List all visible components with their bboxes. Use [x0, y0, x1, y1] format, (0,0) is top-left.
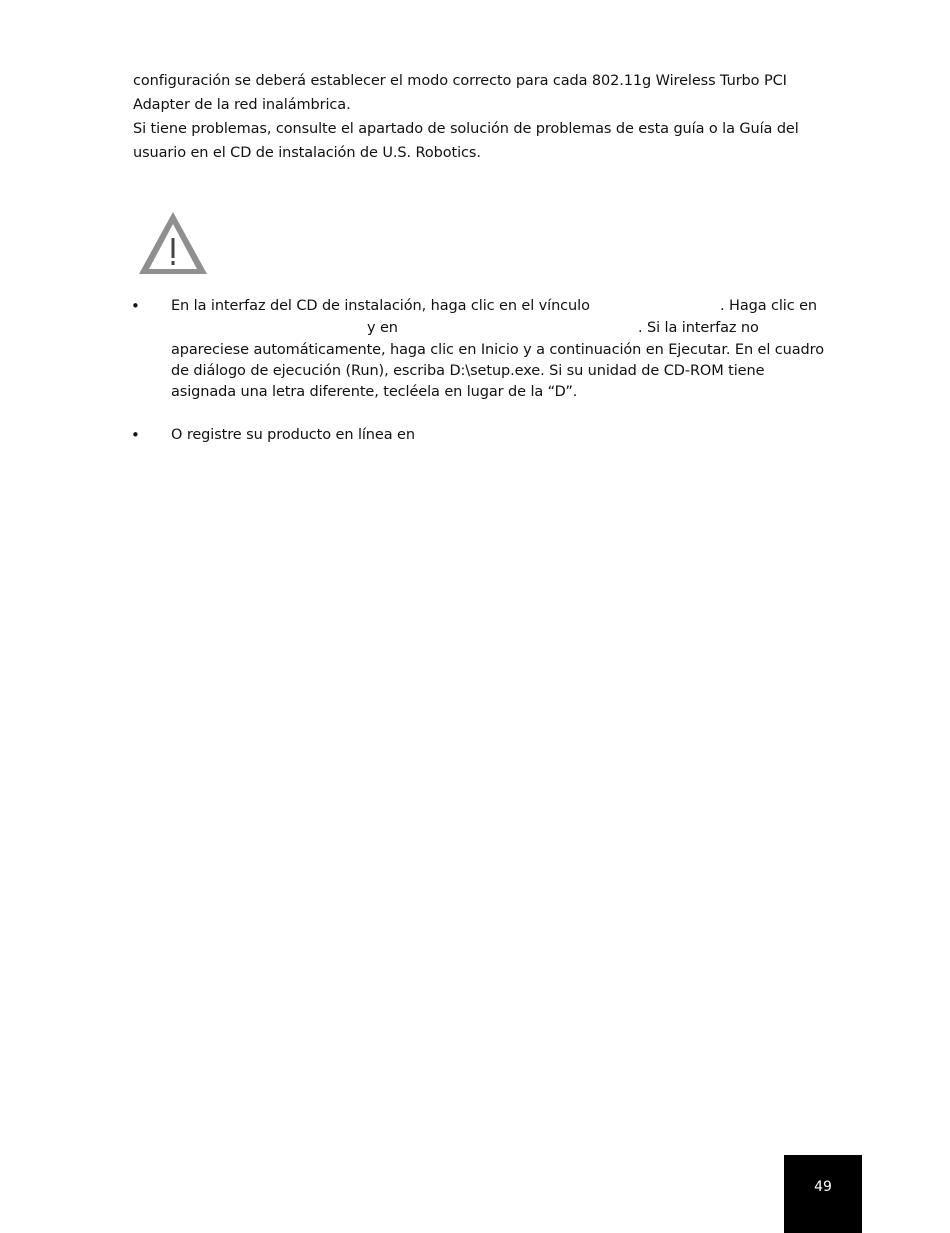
bullet-marker-1: • — [131, 297, 140, 315]
bullet-1-line-2b: . Si la interfaz no — [638, 320, 759, 336]
intro-line-4: usuario en el CD de instalación de U.S. Robotics. — [133, 145, 481, 161]
intro-line-2: Adapter de la red inalámbrica. — [133, 97, 351, 113]
page-number-tab — [784, 1155, 862, 1233]
bullet-1-line-1b: . Haga clic en — [720, 298, 818, 314]
intro-line-3: Si tiene problemas, consulte el apartado de solución de problemas de esta guía o la Guía del — [133, 121, 799, 137]
bullet-1-line-4: de diálogo de ejecución (Run), escriba D:\setup.exe. Si su unidad de CD-ROM tiene — [171, 363, 765, 379]
bullet-1-line-1a: En la interfaz del CD de instalación, haga clic en el vínculo — [171, 298, 590, 314]
bullet-1-line-2a: y en — [367, 320, 398, 336]
page-number: 49 — [814, 1179, 832, 1195]
bullet-1-line-5: asignada una letra diferente, tecléela en lugar de la “D”. — [171, 384, 578, 400]
warning-triangle-icon — [136, 208, 210, 278]
bullet-marker-2: • — [131, 426, 140, 444]
intro-line-1: configuración se deberá establecer el modo correcto para cada 802.11g Wireless Turbo PCI — [133, 73, 787, 89]
bullet-2-line-1: O registre su producto en línea en — [171, 427, 415, 443]
bullet-1-line-3: apareciese automáticamente, haga clic en Inicio y a continuación en Ejecutar. En el cuadro — [171, 342, 824, 358]
